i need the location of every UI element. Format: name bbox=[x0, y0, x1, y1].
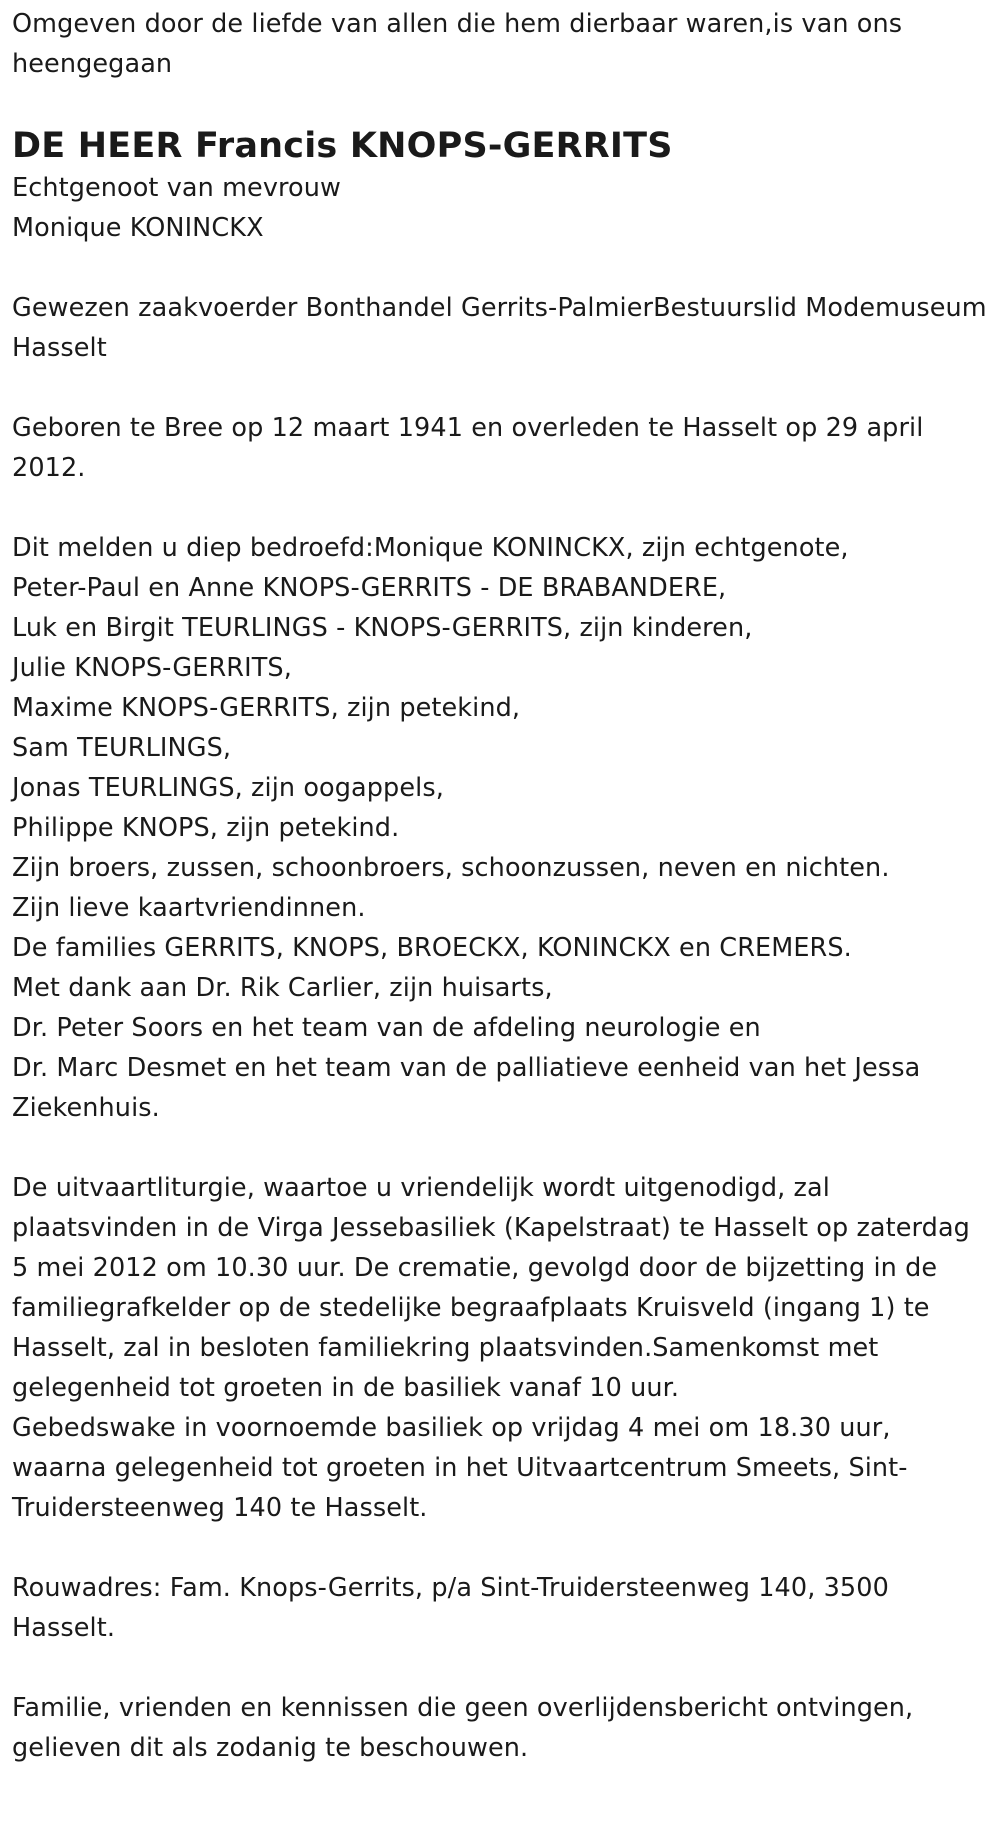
mourner-line: De families GERRITS, KNOPS, BROECKX, KONINCKX en CREMERS. bbox=[12, 933, 852, 963]
mourners-list bbox=[12, 528, 988, 1128]
mourner-line: Sam TEURLINGS, bbox=[12, 733, 232, 763]
mourner-line: Zijn broers, zussen, schoonbroers, schoonzussen, neven en nichten. bbox=[12, 853, 890, 883]
birth-death-text: Geboren te Bree op 12 maart 1941 en overleden te Hasselt op 29 april 2012. bbox=[12, 413, 924, 483]
mourner-line: Dit melden u diep bedroefd:Monique KONINCKX, zijn echtgenote, bbox=[12, 533, 849, 563]
spouse-block bbox=[12, 168, 988, 248]
intro-text: Omgeven door de liefde van allen die hem dierbaar waren,is van ons heengegaan bbox=[12, 9, 903, 79]
mourner-line: Zijn lieve kaartvriendinnen. bbox=[12, 893, 366, 923]
mourner-line: Julie KNOPS-GERRITS, bbox=[12, 653, 292, 683]
mourner-line: Philippe KNOPS, zijn petekind. bbox=[12, 813, 400, 843]
mourner-line: Dr. Peter Soors en het team van de afdeling neurologie en bbox=[12, 1013, 761, 1043]
mourner-line: Maxime KNOPS-GERRITS, zijn petekind, bbox=[12, 693, 521, 723]
career-text: Gewezen zaakvoerder Bonthandel Gerrits-PalmierBestuurslid Modemuseum Hasselt bbox=[12, 293, 987, 363]
mourner-line: Met dank aan Dr. Rik Carlier, zijn huisarts, bbox=[12, 973, 553, 1003]
deceased-name: DE HEER Francis KNOPS-GERRITS bbox=[12, 126, 673, 166]
mourner-line: Luk en Birgit TEURLINGS - KNOPS-GERRITS, zijn kinderen, bbox=[12, 613, 753, 643]
mourner-line: Jonas TEURLINGS, zijn oogappels, bbox=[12, 773, 444, 803]
mourner-line: Peter-Paul en Anne KNOPS-GERRITS - DE BRABANDERE, bbox=[12, 573, 727, 603]
mourner-line: Dr. Marc Desmet en het team van de palliatieve eenheid van het Jessa Ziekenhuis. bbox=[12, 1053, 921, 1123]
spouse-line-1: Echtgenoot van mevrouw bbox=[12, 173, 341, 203]
vigil-text: Gebedswake in voornoemde basiliek op vrijdag 4 mei om 18.30 uur, waarna gelegenheid tot groeten in het Uitvaartcentrum Smeets, Sint-Truidersteenweg 140 te Hasselt. bbox=[12, 1413, 908, 1523]
notice-text: Familie, vrienden en kennissen die geen overlijdensbericht ontvingen, gelieven dit als zodanig te beschouwen. bbox=[12, 1693, 914, 1763]
address-text: Rouwadres: Fam. Knops-Gerrits, p/a Sint-Truidersteenweg 140, 3500 Hasselt. bbox=[12, 1573, 889, 1643]
spouse-line-2: Monique KONINCKX bbox=[12, 213, 264, 243]
funeral-text: De uitvaartliturgie, waartoe u vriendelijk wordt uitgenodigd, zal plaatsvinden in de Virga Jessebasiliek (Kapelstraat) te Hasselt op zaterdag 5 mei 2012 om 10.30 uur. De crematie, gevolgd door de bijzetting in de familiegrafkelder op de stedelijke begraafplaats Kruisveld (ingang 1) te Hasselt, zal in besloten familiekring plaatsvinden.Samenkomst met gelegenheid tot groeten in de basiliek vanaf 10 uur. bbox=[12, 1173, 970, 1403]
